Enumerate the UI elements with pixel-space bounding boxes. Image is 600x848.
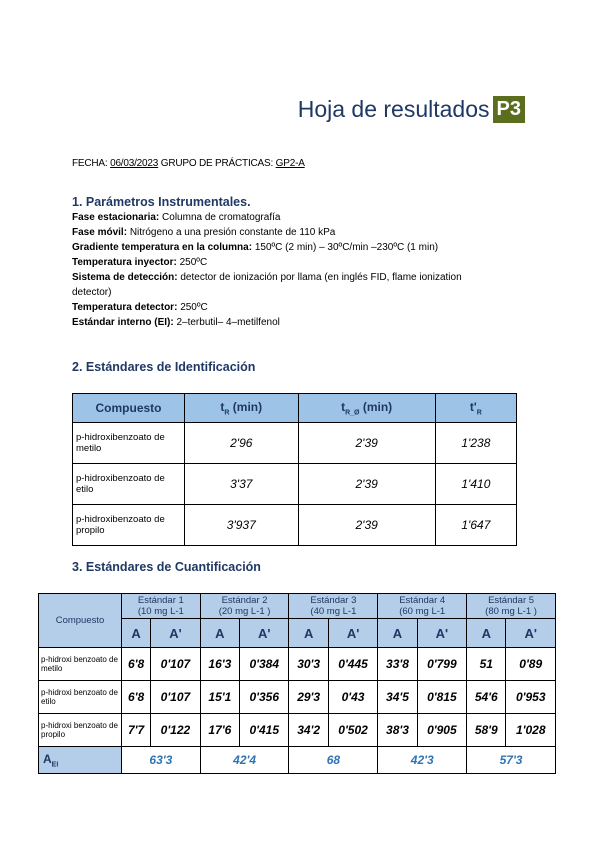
sub-a: A [467,619,506,648]
fecha-value: 06/03/2023 [110,158,159,169]
col-compuesto: Compuesto [73,394,185,423]
grupo-value: GP2-A [275,158,305,169]
param-item: Fase móvil: Nitrógeno a una presión constante de 110 kPa [72,227,336,238]
practice-badge: P3 [493,96,525,123]
aei-row: $A_{EI}$ 63'3 42'4 68 42'3 57'3 [39,747,556,774]
standard-3-header: Estándar 3 (40 mg L-1 [289,594,378,619]
table-row: p-hidroxi benzoato de metilo 6'8 0'107 16'3 0'384 30'3 0'445 33'8 0'799 51 0'89 [39,648,556,681]
table-row: p-hidroxibenzoato de etilo 3'37 2'39 1'410 [73,464,517,505]
col-tr: $t_R$ (min) [185,394,299,423]
table-row: p-hidroxi benzoato de etilo 6'8 0'107 15'1 0'356 29'3 0'43 34'5 0'815 54'6 0'953 [39,681,556,714]
param-item: Temperatura detector: 250ºC [72,302,208,313]
table-row: p-hidroxi benzoato de propilo 7'7 0'122 17'6 0'415 34'2 0'502 38'3 0'905 58'9 1'028 [39,714,556,747]
meta-line [72,158,305,169]
sub-a: A [289,619,328,648]
param-item: Fase estacionaria: Columna de cromatografía [72,212,281,223]
grupo-label: GRUPO DE PRÁCTICAS: [160,158,274,169]
page-title: Hoja de resultados [297,96,490,122]
section2-title: 2. Estándares de Identificación [72,360,256,374]
page-header [298,96,525,123]
sub-ap: A' [417,619,466,648]
quantification-table [38,593,556,774]
sub-ap: A' [240,619,289,648]
param-item: Gradiente temperatura en la columna: 150ºC (2 min) – 30ºC/min –230ºC (1 min) [72,242,439,253]
standard-1-header: Estándar 1 (10 mg L-1 [122,594,201,619]
sub-ap: A' [328,619,377,648]
col-tr0: $t_{R\_Ø}$ (min) [298,394,435,423]
col-compuesto: Compuesto [39,594,122,648]
section3-title: 3. Estándares de Cuantificación [72,560,261,574]
standard-2-header: Estándar 2 (20 mg L-1 ) [200,594,289,619]
param-item: Sistema de detección: detector de ionización por llama (en inglés FID, flame ionization detector) [72,272,462,298]
col-tpr: $t'_R$ [435,394,516,423]
param-item: Estándar interno (EI): 2–terbutil– 4–metilfenol [72,317,280,328]
table-row: p-hidroxibenzoato de propilo 3'937 2'39 1'647 [73,505,517,546]
fecha-label: FECHA: [72,158,108,169]
sub-a: A [378,619,417,648]
standard-5-header: Estándar 5 (80 mg L-1 ) [467,594,556,619]
standard-4-header: Estándar 4 (60 mg L-1 [378,594,467,619]
table-row: p-hidroxibenzoato de metilo 2'96 2'39 1'238 [73,423,517,464]
aei-label: $A_{EI}$ [39,747,122,774]
param-item: Temperatura inyector: 250ºC [72,257,208,268]
sub-ap: A' [151,619,200,648]
sub-ap: A' [506,619,556,648]
identification-table [72,393,517,546]
section1-title: 1. Parámetros Instrumentales. [72,195,251,209]
sub-a: A [200,619,239,648]
params-list [72,210,492,330]
sub-a: A [122,619,151,648]
